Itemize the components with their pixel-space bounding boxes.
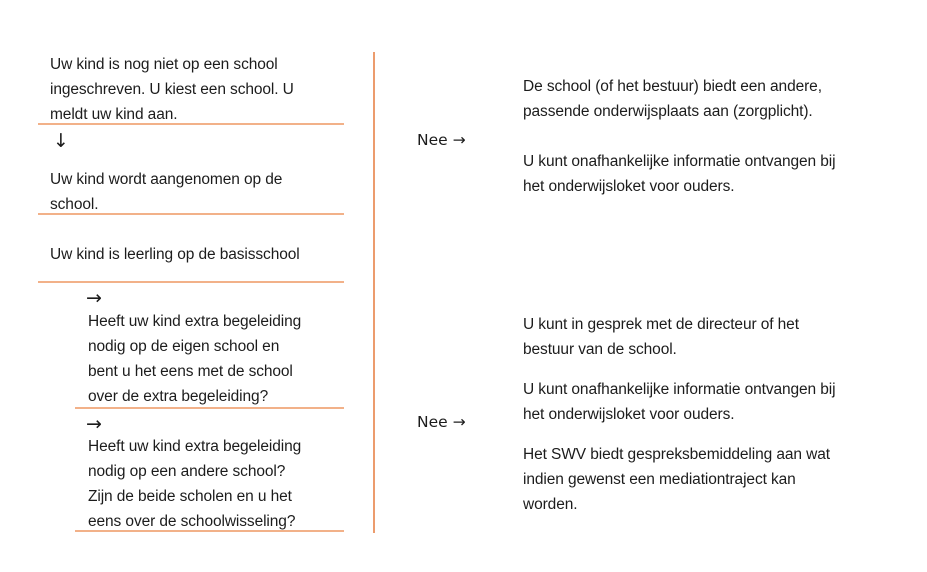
outcome-zorgplicht-line: passende onderwijsplaats aan (zorgplicht).: [523, 103, 813, 120]
step-apply-line: meldt uw kind aan.: [50, 106, 178, 123]
question-switch-school-line: Heeft uw kind extra begeleiding: [88, 438, 302, 455]
question-switch-school-line: eens over de schoolwisseling?: [88, 513, 296, 530]
horizontal-rule: [38, 123, 344, 125]
outcome-disagreement-line: worden.: [523, 496, 578, 513]
nee-branch-label: Nee →: [417, 413, 466, 431]
outcome-disagreement-line: U kunt onafhankelijke informatie ontvangen bij: [523, 381, 836, 398]
step-enrolled-line: Uw kind is leerling op de basisschool: [50, 246, 300, 263]
outcome-disagreement-line: het onderwijsloket voor ouders.: [523, 406, 735, 423]
right-arrow-icon: →: [86, 287, 102, 309]
question-switch-school-line: nodig op een andere school?: [88, 463, 286, 480]
step-accepted-line: school.: [50, 196, 99, 213]
horizontal-rule: [75, 530, 344, 532]
outcome-disagreement-line: Het SWV biedt gespreksbemiddeling aan wat: [523, 446, 830, 463]
question-own-school-line: over de extra begeleiding?: [88, 388, 269, 405]
outcome-disagreement-line: indien gewenst een mediationtraject kan: [523, 471, 796, 488]
outcome-zorgplicht-line: het onderwijsloket voor ouders.: [523, 178, 735, 195]
step-apply-line: Uw kind is nog niet op een school: [50, 56, 278, 73]
outcome-zorgplicht-line: U kunt onafhankelijke informatie ontvangen bij: [523, 153, 836, 170]
outcome-zorgplicht-line: De school (of het bestuur) biedt een andere,: [523, 78, 822, 95]
right-arrow-icon: →: [86, 413, 102, 435]
vertical-divider: [373, 52, 375, 533]
question-own-school-line: nodig op de eigen school en: [88, 338, 280, 355]
outcome-disagreement-line: U kunt in gesprek met de directeur of het: [523, 316, 799, 333]
horizontal-rule: [75, 407, 344, 409]
step-apply-line: ingeschreven. U kiest een school. U: [50, 81, 294, 98]
horizontal-rule: [38, 281, 344, 283]
horizontal-rule: [38, 213, 344, 215]
down-arrow-icon: ↓: [53, 130, 69, 152]
question-own-school-line: Heeft uw kind extra begeleiding: [88, 313, 302, 330]
nee-branch-label: Nee →: [417, 131, 466, 149]
step-accepted-line: Uw kind wordt aangenomen op de: [50, 171, 283, 188]
outcome-disagreement-line: bestuur van de school.: [523, 341, 677, 358]
question-switch-school-line: Zijn de beide scholen en u het: [88, 488, 292, 505]
question-own-school-line: bent u het eens met de school: [88, 363, 293, 380]
